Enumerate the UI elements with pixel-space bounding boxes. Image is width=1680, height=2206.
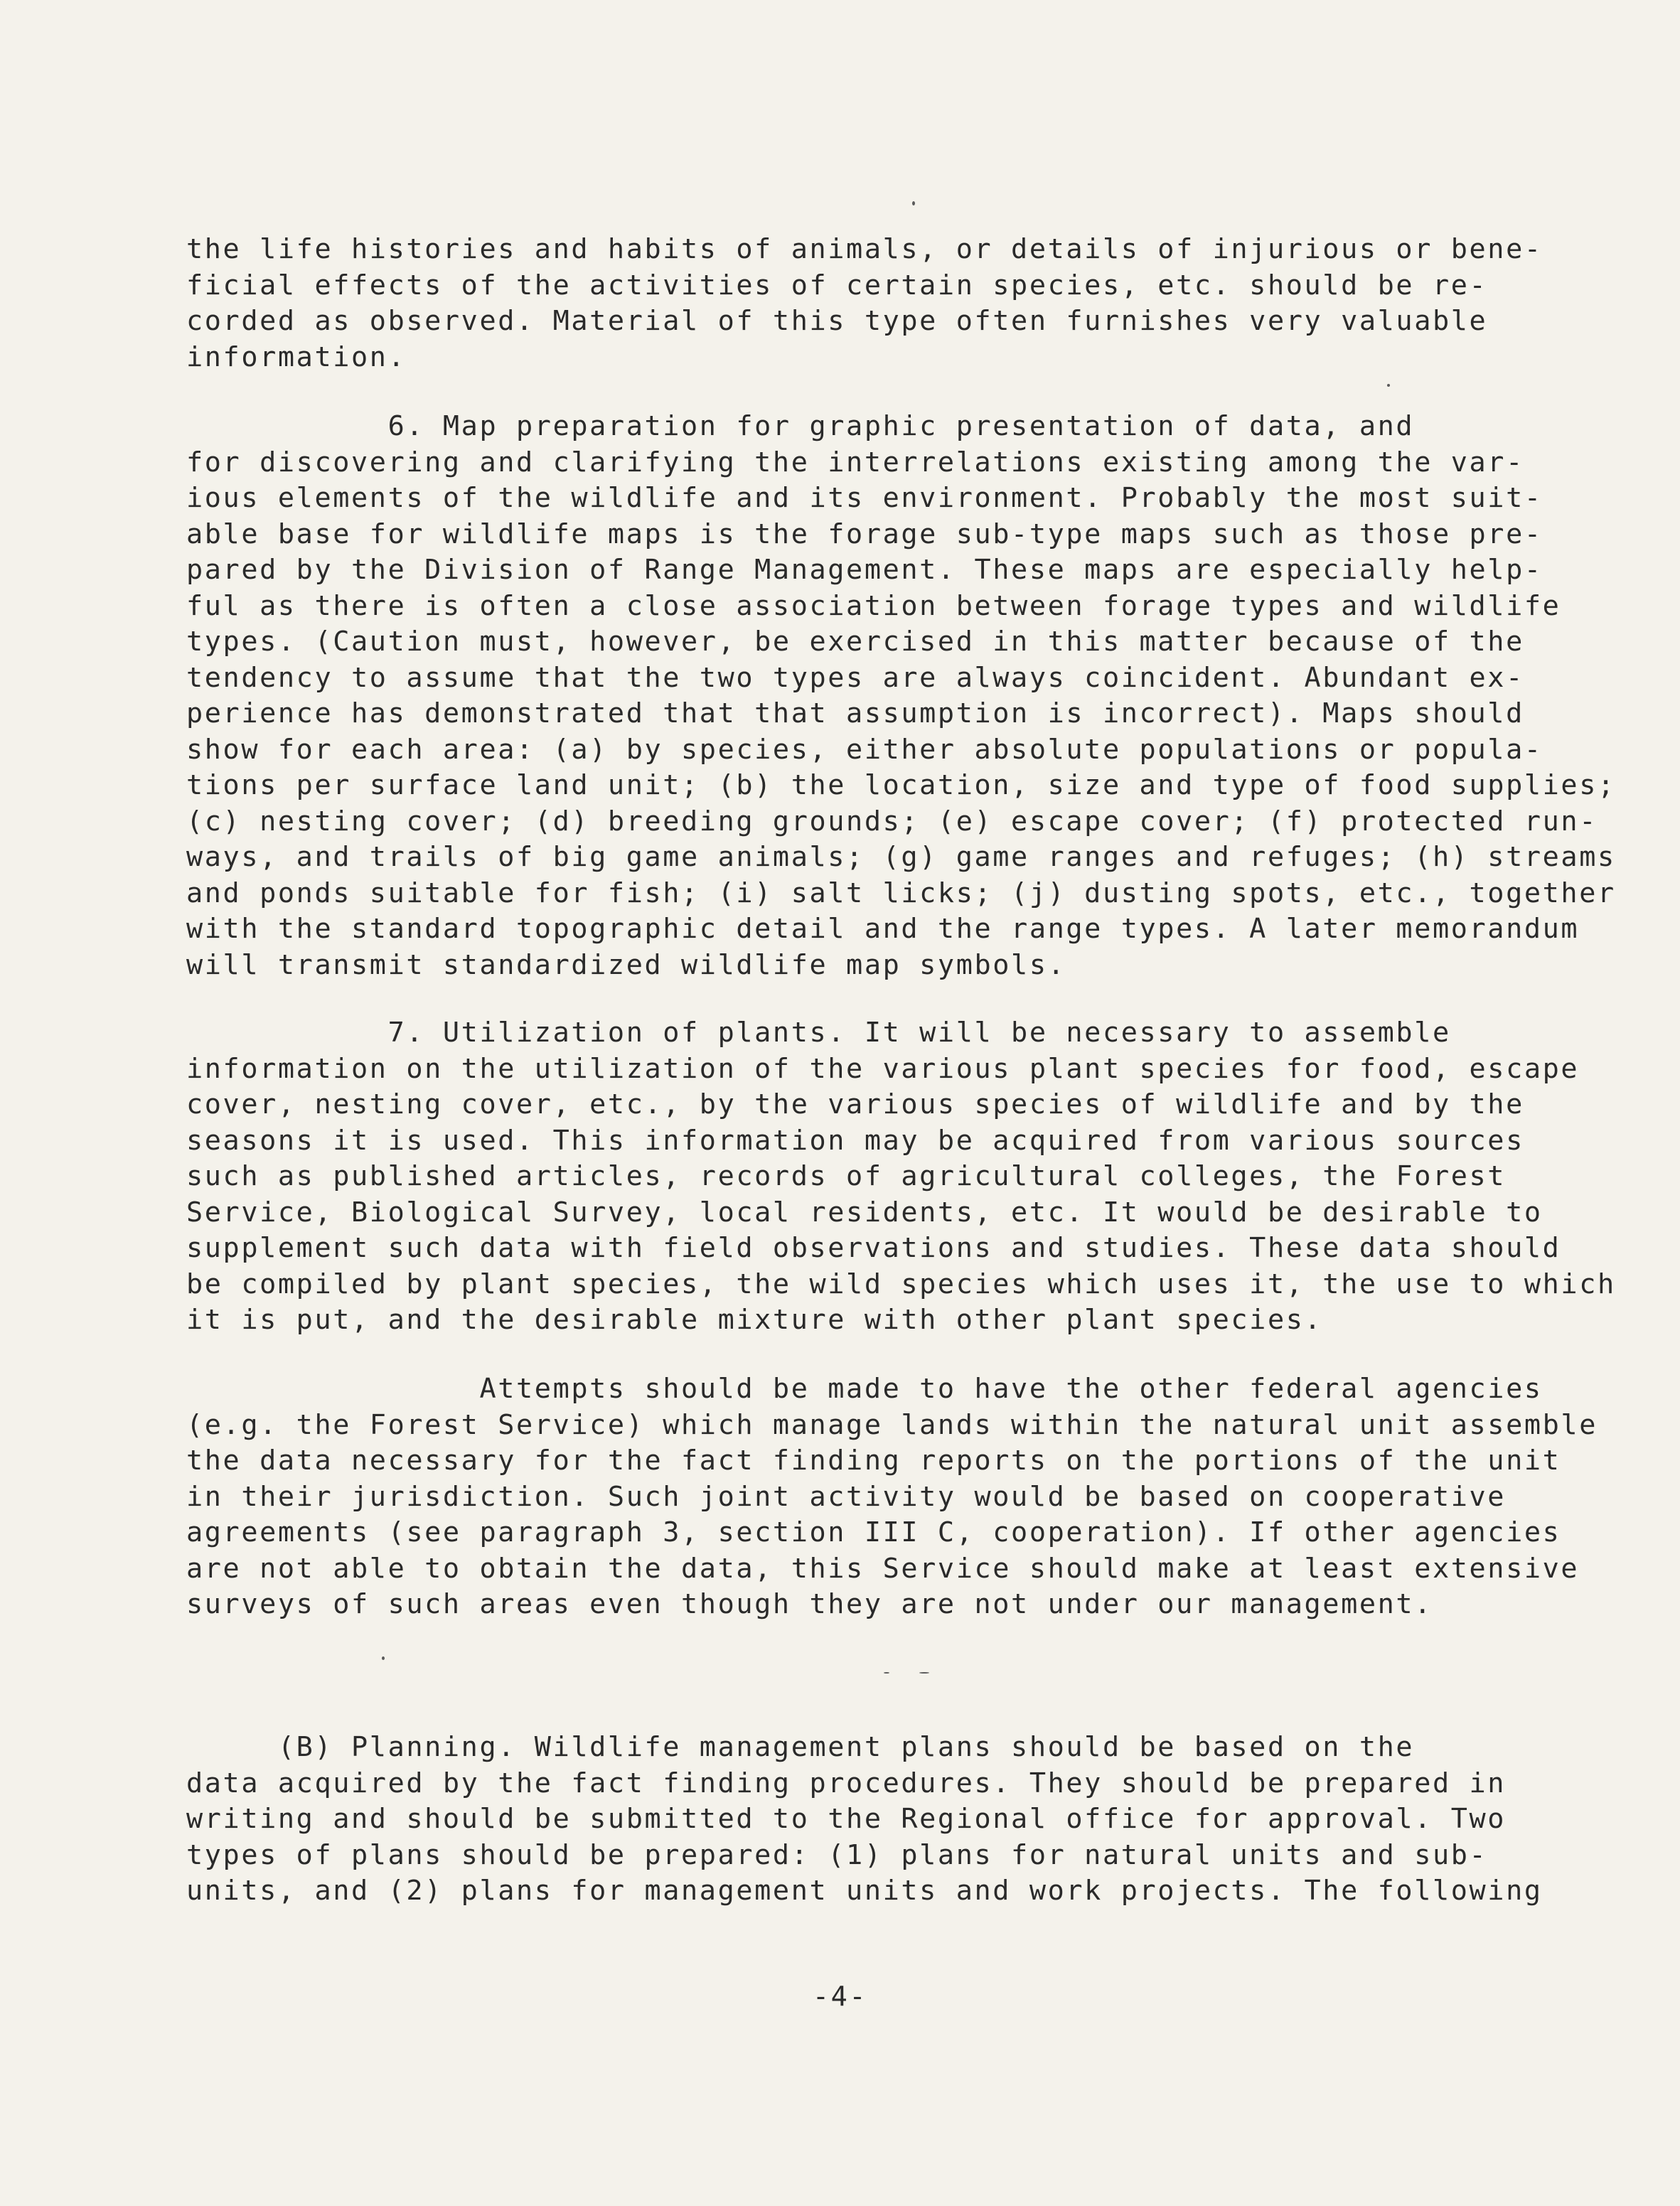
paragraph-planning <box>186 1730 1594 1910</box>
text-line: surveys of such areas even though they are not under our management. <box>186 1588 1433 1620</box>
text-line: (e.g. the Forest Service) which manage lands within the natural unit assemble <box>186 1408 1598 1441</box>
text-line: 6. Map preparation for graphic presentation of data, and <box>186 410 1415 442</box>
text-line: tions per surface land unit; (b) the location, size and type of food supplies; <box>186 769 1616 801</box>
text-line: ious elements of the wildlife and its environment. Probably the most suit- <box>186 482 1543 514</box>
paper-mark <box>919 1672 929 1674</box>
paragraph-life-histories <box>186 232 1594 375</box>
text-line: are not able to obtain the data, this Service should make at least extensive <box>186 1552 1580 1585</box>
text-line: tendency to assume that the two types are always coincident. Abundant ex- <box>186 661 1524 694</box>
text-line: show for each area: (a) by species, either absolute populations or popula- <box>186 733 1543 766</box>
text-line: ways, and trails of big game animals; (g) game ranges and refuges; (h) streams <box>186 841 1616 873</box>
text-line: such as published articles, records of agricultural colleges, the Forest <box>186 1160 1507 1192</box>
text-line: in their jurisdiction. Such joint activity would be based on cooperative <box>186 1480 1507 1513</box>
paper-mark <box>1387 384 1390 387</box>
text-line: seasons it is used. This information may be acquired from various sources <box>186 1124 1524 1157</box>
text-line: (B) Planning. Wildlife management plans should be based on the <box>186 1731 1415 1763</box>
text-line: for discovering and clarifying the interrelations existing among the var- <box>186 446 1524 478</box>
text-line: 7. Utilization of plants. It will be necessary to assemble <box>186 1017 1451 1049</box>
text-line: will transmit standardized wildlife map symbols. <box>186 948 1066 981</box>
text-line: ficial effects of the activities of certain species, etc. should be re- <box>186 269 1488 301</box>
text-line: Attempts should be made to have the other federal agencies <box>186 1373 1543 1405</box>
text-line: (c) nesting cover; (d) breeding grounds; (e) escape cover; (f) protected run- <box>186 805 1598 837</box>
paragraph-federal-agencies <box>186 1371 1598 1623</box>
text-line: units, and (2) plans for management units and work projects. The following <box>186 1875 1543 1907</box>
text-line: the data necessary for the fact finding reports on the portions of the unit <box>186 1445 1561 1477</box>
text-line: corded as observed. Material of this type often furnishes very valuable <box>186 305 1488 337</box>
text-line: pared by the Division of Range Management. These maps are especially help- <box>186 554 1543 586</box>
text-line: able base for wildlife maps is the forage sub-type maps such as those pre- <box>186 518 1543 550</box>
text-line: types. (Caution must, however, be exercised in this matter because of the <box>186 626 1524 658</box>
paper-mark <box>912 201 915 205</box>
paragraph-utilization-of-plants <box>186 1015 1616 1339</box>
text-line: ful as there is often a close association between forage types and wildlife <box>186 589 1561 622</box>
text-line: data acquired by the fact finding procedures. They should be prepared in <box>186 1767 1507 1799</box>
paper-mark <box>382 1656 385 1660</box>
text-line: writing and should be submitted to the Regional office for approval. Two <box>186 1803 1507 1835</box>
text-line: it is put, and the desirable mixture with other plant species. <box>186 1304 1323 1336</box>
text-line: supplement such data with field observations and studies. These data should <box>186 1232 1561 1264</box>
text-line: agreements (see paragraph 3, section III C, cooperation). If other agencies <box>186 1516 1561 1548</box>
text-line: be compiled by plant species, the wild species which uses it, the use to which <box>186 1268 1616 1300</box>
text-line: perience has demonstrated that that assumption is incorrect). Maps should <box>186 697 1524 729</box>
text-line: information on the utilization of the various plant species for food, escape <box>186 1052 1580 1085</box>
text-line: information. <box>186 341 407 373</box>
paragraph-map-preparation <box>186 409 1616 983</box>
paper-mark <box>884 1672 889 1674</box>
text-line: cover, nesting cover, etc., by the various species of wildlife and by the <box>186 1088 1524 1120</box>
text-line: Service, Biological Survey, local residents, etc. It would be desirable to <box>186 1196 1543 1228</box>
text-line: the life histories and habits of animals, or details of injurious or bene- <box>186 233 1543 265</box>
text-line: and ponds suitable for fish; (i) salt licks; (j) dusting spots, etc., together <box>186 877 1616 909</box>
page-number: -4- <box>812 1981 868 2013</box>
text-line: with the standard topographic detail and the range types. A later memorandum <box>186 913 1580 945</box>
text-line: types of plans should be prepared: (1) plans for natural units and sub- <box>186 1838 1488 1871</box>
